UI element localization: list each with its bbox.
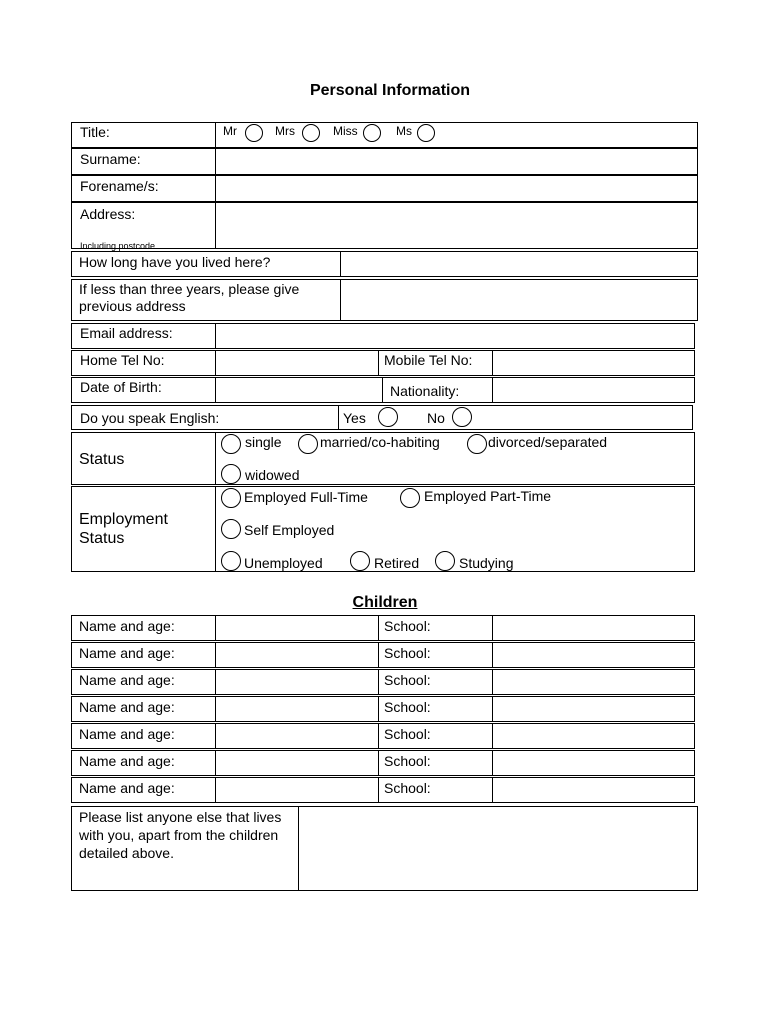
child-name-label: Name and age: [79,672,175,688]
forename-field[interactable] [216,176,697,201]
english-yes-label: Yes [343,410,366,426]
unemployed-radio[interactable] [221,551,241,571]
mobile-tel-label: Mobile Tel No: [384,352,473,368]
child-school-field[interactable] [493,616,694,640]
studying-label: Studying [459,555,514,571]
child-name-label: Name and age: [79,618,175,634]
dob-field[interactable] [216,378,381,402]
previous-address-field[interactable] [341,280,697,320]
child-school-field[interactable] [493,643,694,667]
title-option-mr-label: Mr [223,124,237,138]
studying-radio[interactable] [435,551,455,571]
title-ms-radio[interactable] [417,124,435,142]
child-school-label: School: [384,618,431,634]
dob-label: Date of Birth: [80,379,162,395]
title-row [71,122,698,148]
status-divorced-label: divorced/separated [488,434,608,450]
children-heading: Children [352,594,418,611]
surname-label: Surname: [80,151,141,167]
home-tel-field[interactable] [216,351,377,375]
employed-part-time-label: Employed Part-Time [424,488,552,504]
status-married-label: married/co-habiting [320,434,440,450]
status-divorced-radio[interactable] [467,434,487,454]
previous-address-label: If less than three years, please give previous address [79,281,300,314]
status-single-label: single [245,434,282,450]
child-name-field[interactable] [216,751,377,775]
retired-radio[interactable] [350,551,370,571]
how-long-label: How long have you lived here? [79,254,271,270]
address-field[interactable] [216,203,697,248]
unemployed-label: Unemployed [244,555,323,571]
child-name-field[interactable] [216,616,377,640]
title-option-mrs-label: Mrs [275,124,295,138]
title-miss-radio[interactable] [363,124,381,142]
child-name-field[interactable] [216,724,377,748]
employment-status-label: Employment Status [79,511,168,547]
title-label: Title: [80,124,110,140]
english-no-label: No [427,410,445,426]
child-school-label: School: [384,672,431,688]
child-name-label: Name and age: [79,780,175,796]
child-name-label: Name and age: [79,726,175,742]
forename-label: Forename/s: [80,178,159,194]
child-school-field[interactable] [493,778,694,802]
nationality-label: Nationality: [390,383,460,399]
employed-full-time-radio[interactable] [221,488,241,508]
child-school-label: School: [384,780,431,796]
title-mr-radio[interactable] [245,124,263,142]
how-long-field[interactable] [341,252,697,276]
self-employed-label: Self Employed [244,522,335,538]
child-school-field[interactable] [493,697,694,721]
title-mrs-radio[interactable] [302,124,320,142]
status-single-radio[interactable] [221,434,241,454]
child-name-field[interactable] [216,697,377,721]
nationality-field[interactable] [493,378,694,402]
child-name-label: Name and age: [79,753,175,769]
email-label: Email address: [80,325,173,341]
employed-part-time-radio[interactable] [400,488,420,508]
child-school-label: School: [384,645,431,661]
address-label: Address: [80,206,136,222]
self-employed-radio[interactable] [221,519,241,539]
mobile-tel-field[interactable] [493,351,694,375]
email-field[interactable] [216,324,694,348]
child-school-field[interactable] [493,751,694,775]
others-label: Please list anyone else that lives with you, apart from the children detailed above. [79,809,282,861]
child-school-field[interactable] [493,724,694,748]
status-widowed-radio[interactable] [221,464,241,484]
retired-label: Retired [374,555,420,571]
status-married-radio[interactable] [298,434,318,454]
child-name-field[interactable] [216,778,377,802]
title-option-ms-label: Ms [396,124,412,138]
status-label: Status [79,451,125,468]
title-option-miss-label: Miss [333,124,358,138]
child-name-field[interactable] [216,670,377,694]
child-school-field[interactable] [493,670,694,694]
child-school-label: School: [384,726,431,742]
status-widowed-label: widowed [245,467,300,483]
others-field[interactable] [299,807,697,890]
child-name-field[interactable] [216,643,377,667]
english-yes-radio[interactable] [378,407,398,427]
english-label: Do you speak English: [80,410,220,426]
child-school-label: School: [384,699,431,715]
english-no-radio[interactable] [452,407,472,427]
home-tel-label: Home Tel No: [80,352,165,368]
employed-full-time-label: Employed Full-Time [244,489,368,505]
child-name-label: Name and age: [79,699,175,715]
surname-field[interactable] [216,149,697,174]
personal-information-heading: Personal Information [309,82,471,99]
child-school-label: School: [384,753,431,769]
child-name-label: Name and age: [79,645,175,661]
address-note: Including postcode [80,241,156,251]
